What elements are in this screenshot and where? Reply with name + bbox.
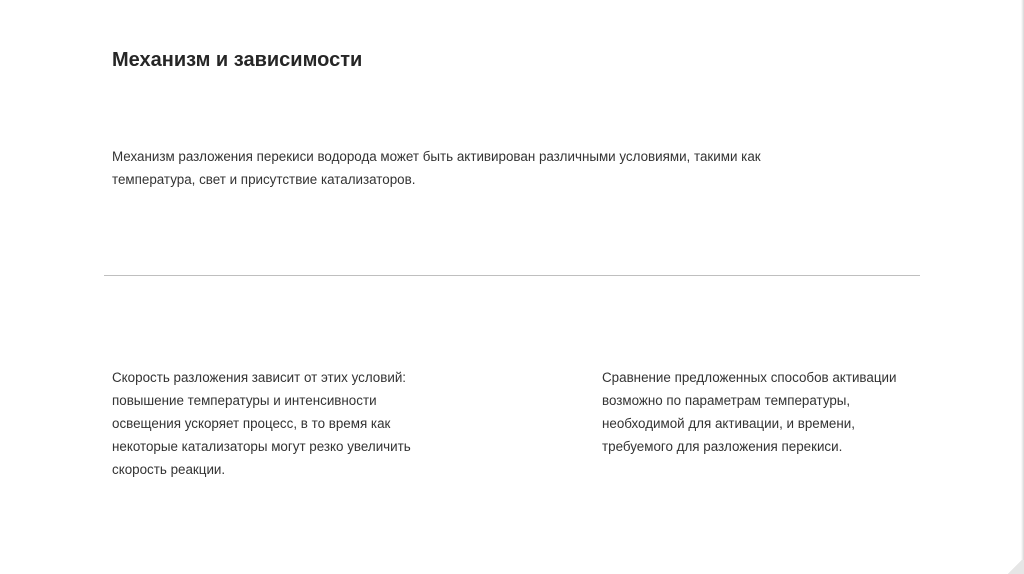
left-column-text: Скорость разложения зависит от этих условий: повышение температуры и интенсивности освещения ускоряет процесс, в то время как некоторые катализаторы могут резко увеличить скорость реакции.: [112, 370, 411, 477]
section-divider: [104, 275, 920, 276]
slide-corner-fold: [1006, 560, 1024, 574]
intro-paragraph: Механизм разложения перекиси водорода может быть активирован различными условиями, такими как температура, свет и присутствие катализаторов.: [112, 149, 761, 187]
slide-title: Механизм и зависимости: [112, 49, 363, 71]
right-column-text: Сравнение предложенных способов активации возможно по параметрам температуры, необходимой для активации, и времени, требуемого для разложения перекиси.: [602, 370, 897, 454]
